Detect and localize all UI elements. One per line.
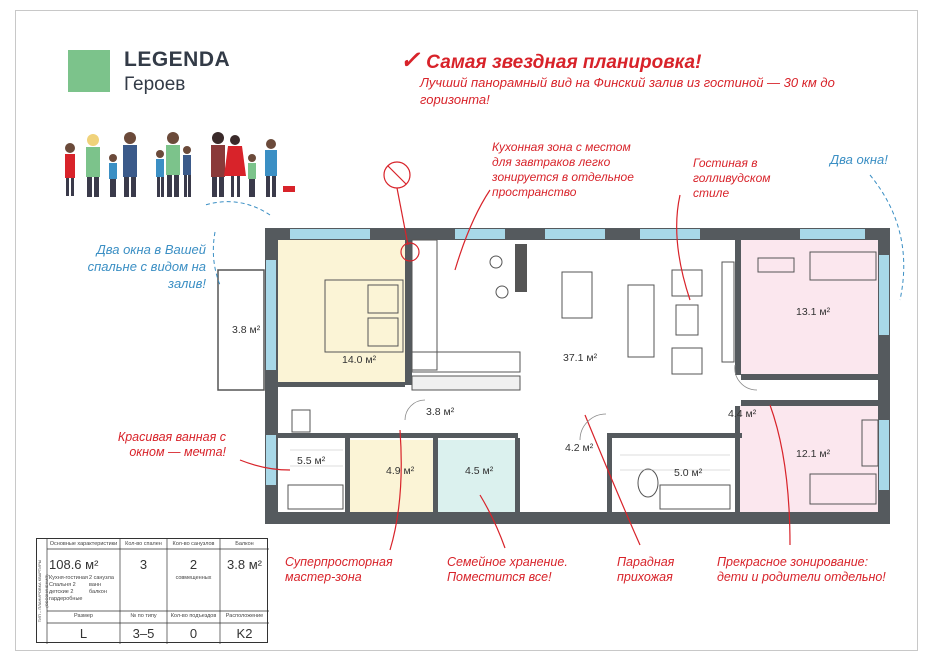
table-location: K2 xyxy=(236,626,253,641)
room-bath1-area: 5.5 м² xyxy=(297,455,326,467)
table-header-bedrooms: Кол-во спален xyxy=(125,541,162,547)
table-area-details: Кухня-гостиная Спальня 2 детские 2 гардеробные xyxy=(49,575,88,602)
table-header-baths: Кол-во санузлов xyxy=(172,541,215,547)
room-wardrobe2-area: 4.5 м² xyxy=(465,465,494,477)
table-header-size: Размер xyxy=(74,613,93,619)
characteristics-table xyxy=(36,538,268,643)
table-size: L xyxy=(79,626,88,641)
room-corridor1-area: 3.8 м² xyxy=(426,406,455,418)
table-bath-sub: совмещенных xyxy=(175,575,212,581)
table-balcony: 3.8 м² xyxy=(227,557,262,572)
brand-subtitle: Героев xyxy=(124,74,186,95)
room-kids2-area: 12.1 м² xyxy=(796,448,831,460)
room-bath2-area: 5.0 м² xyxy=(674,467,703,479)
table-area: 108.6 м² xyxy=(49,557,99,572)
room-living-area: 37.1 м² xyxy=(563,352,598,364)
room-bedroom-area: 14.0 м² xyxy=(342,354,377,366)
note-bathroom: Красивая ванная с окном — мечта! xyxy=(117,430,226,459)
note-storage: Семейное хранение. Поместится все! xyxy=(447,555,568,584)
note-living: Гостиная в голливудском стиле xyxy=(693,156,771,200)
table-type-no: 3–5 xyxy=(132,626,155,641)
room-wardrobe1-area: 4.9 м² xyxy=(386,465,415,477)
brand-name: LEGENDA xyxy=(124,48,231,71)
table-header-main: Основные характеристики xyxy=(49,541,118,547)
table-baths: 2 xyxy=(189,557,198,572)
room-hall-area: 4.2 м² xyxy=(565,442,594,454)
table-entrances: 0 xyxy=(189,626,198,641)
table-header-balcony: Балкон xyxy=(235,541,254,547)
table-header-entrances: Кол-во подъездов xyxy=(170,613,217,619)
room-balcony-area: 3.8 м² xyxy=(232,324,261,336)
note-zoning: Прекрасное зонирование: дети и родители отдельно! xyxy=(717,555,886,584)
table-header-location: Расположение xyxy=(225,613,264,619)
room-corridor2-area: 4.4 м² xyxy=(728,408,757,420)
note-kitchen: Кухонная зона с местом для завтраков легко зонируется в отдельное пространство xyxy=(492,140,634,199)
table-header-type: № по типу xyxy=(130,613,157,619)
table-bath-details: 2 санузла ванн балкон xyxy=(89,575,114,595)
note-master: Суперпросторная мастер-зона xyxy=(285,555,393,584)
note-bedroom-windows: Два окна в Вашей спальне с видом на залив! xyxy=(87,242,206,291)
subline: Лучший панорамный вид на Финский залив из гостиной — 30 км до горизонта! xyxy=(420,75,835,107)
note-hall: Парадная прихожая xyxy=(617,555,675,584)
note-two-windows: Два окна! xyxy=(830,152,888,167)
headline-text: Самая звездная планировка! xyxy=(426,52,702,73)
table-bedrooms: 3 xyxy=(139,557,148,572)
table-side-label: ТИП – ПЛАНИРОВКА КВАРТИРЫ (ОБОЗНАЧЕНИЯ) xyxy=(37,559,49,623)
checkmark-icon: ✓ xyxy=(400,47,421,74)
room-kids1-area: 13.1 м² xyxy=(796,306,831,318)
